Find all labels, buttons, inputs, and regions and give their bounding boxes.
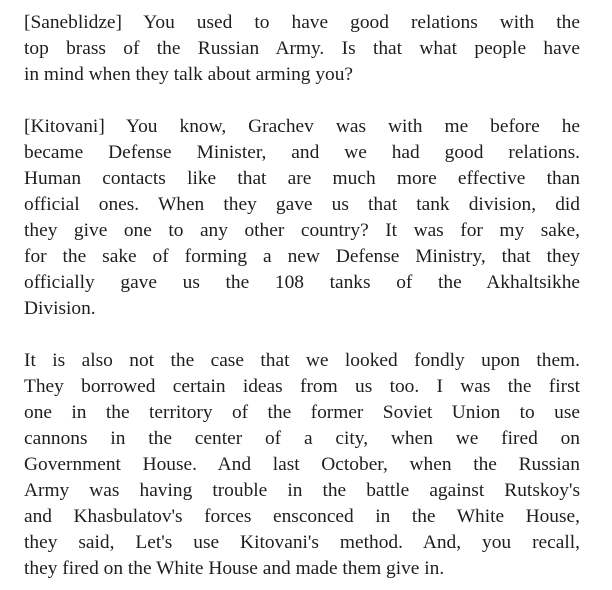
text-line: they fired on the White House and made them give in.	[24, 558, 445, 579]
text-line: cannons in the center of a city, when we fired on	[24, 428, 580, 449]
text-line: Division.	[24, 298, 96, 319]
text-line: Human contacts like that are much more effective than	[24, 168, 580, 189]
text-line: they said, Let's use Kitovani's method. And, you recall,	[24, 532, 580, 553]
question-paragraph	[24, 10, 580, 88]
text-line: It is also not the case that we looked fondly upon them.	[24, 350, 580, 371]
text-line: official ones. When they gave us that tank division, did	[24, 194, 580, 215]
answer-paragraph	[24, 114, 580, 322]
document-page	[24, 10, 580, 582]
text-line: one in the territory of the former Soviet Union to use	[24, 402, 580, 423]
text-line: They borrowed certain ideas from us too. I was the first	[24, 376, 580, 397]
text-line: [Saneblidze] You used to have good relations with the	[24, 12, 580, 33]
text-line: became Defense Minister, and we had good relations.	[24, 142, 580, 163]
text-line: officially gave us the 108 tanks of the Akhaltsikhe	[24, 272, 580, 293]
text-line: and Khasbulatov's forces ensconced in the White House,	[24, 506, 580, 527]
text-line: Government House. And last October, when the Russian	[24, 454, 580, 475]
text-line: for the sake of forming a new Defense Ministry, that they	[24, 246, 580, 267]
text-line: they give one to any other country? It was for my sake,	[24, 220, 580, 241]
answer-continuation-paragraph	[24, 348, 580, 582]
text-line: top brass of the Russian Army. Is that what people have	[24, 38, 580, 59]
text-line: [Kitovani] You know, Grachev was with me before he	[24, 116, 580, 137]
text-line: Army was having trouble in the battle against Rutskoy's	[24, 480, 580, 501]
text-line: in mind when they talk about arming you?	[24, 64, 354, 85]
